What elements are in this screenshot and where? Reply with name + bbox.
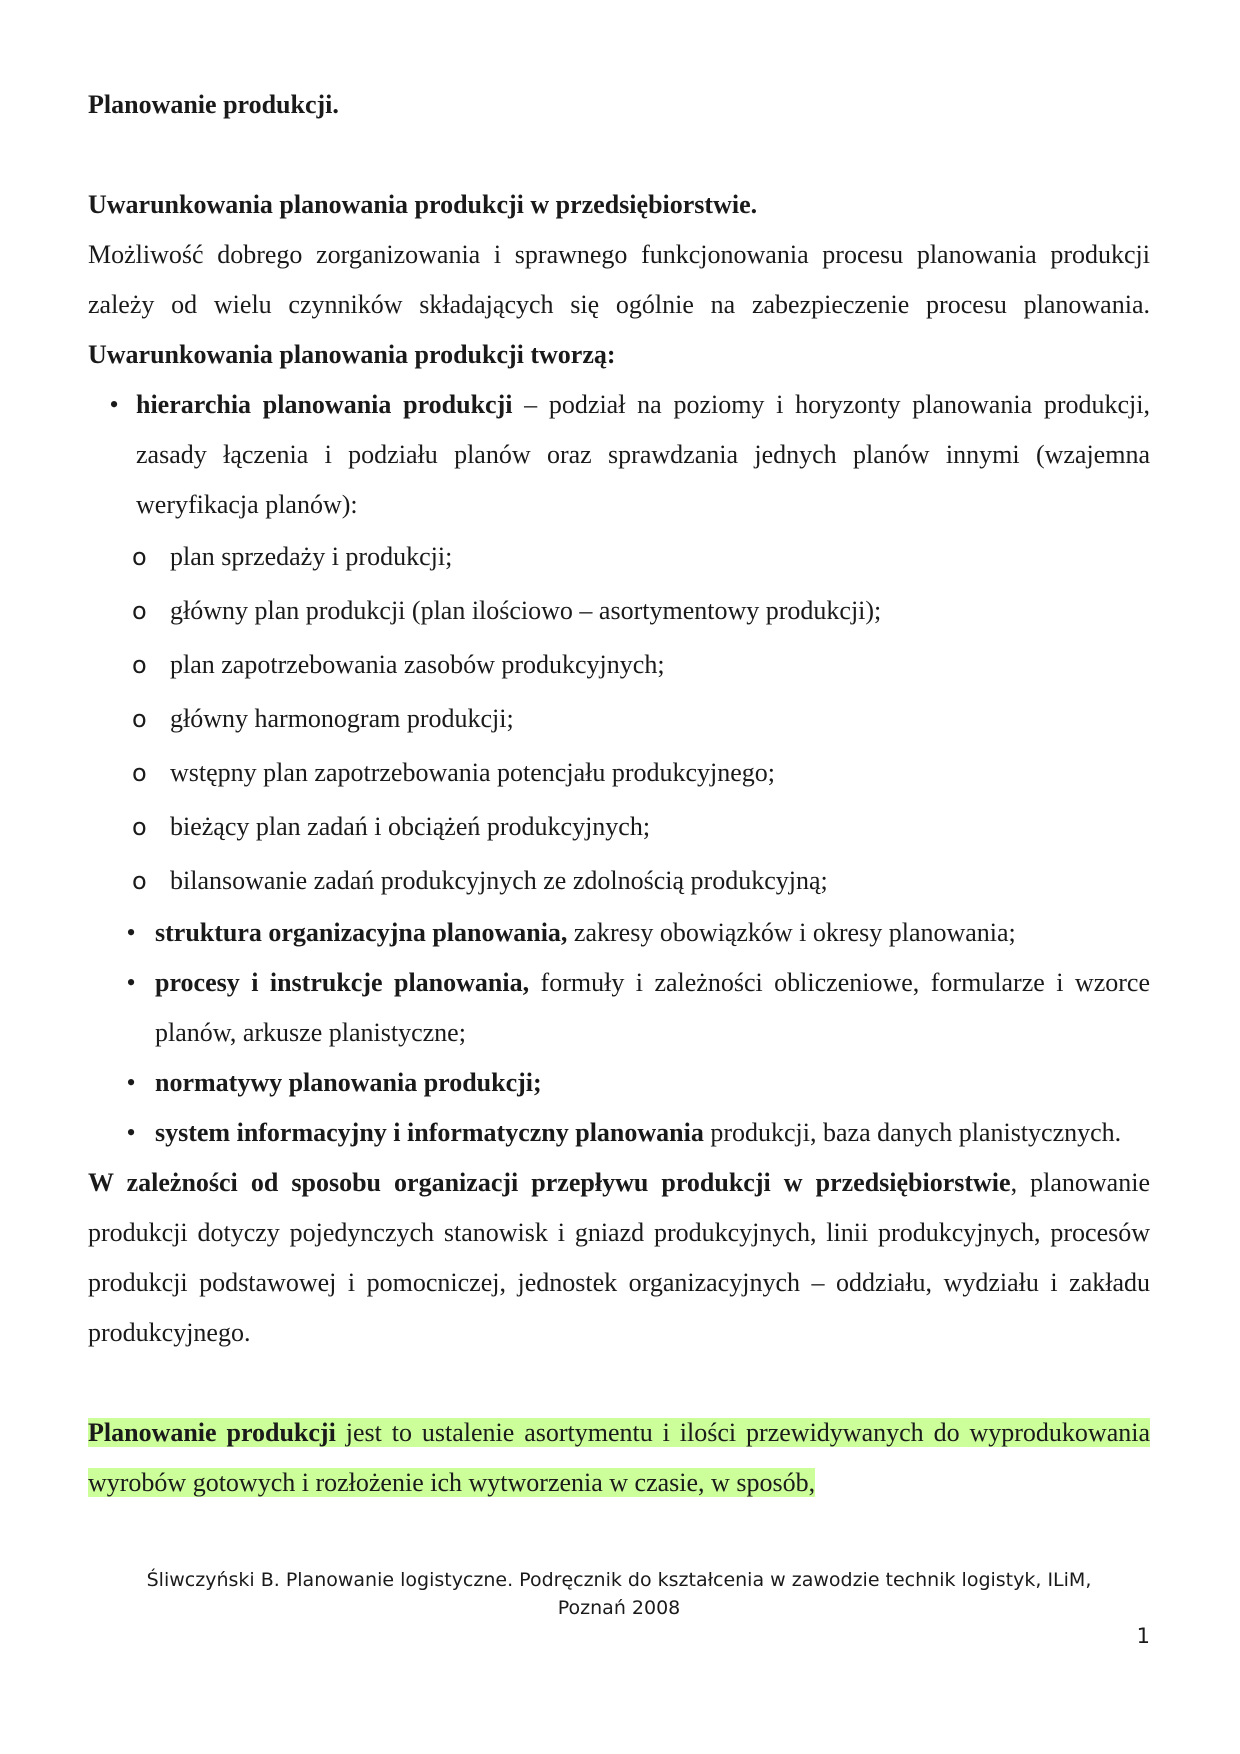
intro-bold: Uwarunkowania planowania produkcji tworzą: (88, 340, 616, 369)
sublist-item (88, 746, 1150, 800)
sublist-item-text: główny harmonogram produkcji; (170, 704, 514, 733)
definition-text: jest to ustalenie asortymentu i ilości przewidywanych do wyprodukowania wyrobów gotowych i rozłożenie ich wytworzenia w czasie, w sposób, (88, 1418, 1150, 1497)
circle-bullet-icon: o (132, 705, 147, 733)
page-number: 1 (1136, 1624, 1150, 1648)
conditions-list (88, 380, 1150, 530)
list-item-bold: procesy i instrukcje planowania, (155, 968, 530, 997)
sublist-item-text: wstępny plan zapotrzebowania potencjału produkcyjnego; (170, 758, 776, 787)
definition-term: Planowanie produkcji (88, 1418, 336, 1447)
circle-bullet-icon: o (132, 759, 147, 787)
spacer (88, 130, 1150, 180)
sublist-item-text: plan sprzedaży i produkcji; (170, 542, 453, 571)
paragraph-bold: W zależności od sposobu organizacji przepływu produkcji w przedsiębiorstwie (88, 1168, 1011, 1197)
footnote-line-1: Śliwczyński B. Planowanie logistyczne. Podręcznik do kształcenia w zawodzie technik logistyk, ILiM, (146, 1569, 1092, 1591)
intro-text: Możliwość dobrego zorganizowania i sprawnego funkcjonowania procesu planowania produkcji zależy od wielu czynników składających się ogólnie na zabezpieczenie procesu planowania. (88, 240, 1150, 319)
list-item-text: – podział na poziomy i horyzonty planowania produkcji, zasady łączenia i podziału planów oraz sprawdzania jednych planów innymi (wzajemna weryfikacja planów): (136, 390, 1150, 519)
sublist-item (88, 854, 1150, 908)
sublist-item (88, 800, 1150, 854)
sublist-item-text: plan zapotrzebowania zasobów produkcyjnych; (170, 650, 665, 679)
document-title: Planowanie produkcji. (88, 90, 339, 119)
conditions-list-continued (88, 908, 1150, 1158)
list-item-text: produkcji, baza danych planistycznych. (703, 1118, 1122, 1147)
flow-organization-paragraph (88, 1158, 1150, 1358)
list-item (88, 908, 1150, 958)
sublist-item-text: bieżący plan zadań i obciążeń produkcyjnych; (170, 812, 651, 841)
circle-bullet-icon: o (132, 813, 147, 841)
list-item (88, 1058, 1150, 1108)
list-item-bold: hierarchia planowania produkcji (136, 390, 513, 419)
footnote (88, 1566, 1150, 1622)
sublist-item (88, 530, 1150, 584)
list-item-bold: system informacyjny i informatyczny planowania (155, 1118, 704, 1147)
planning-hierarchy-sublist (88, 530, 1150, 908)
bullet-icon: • (109, 390, 119, 419)
section-heading: Uwarunkowania planowania produkcji w przedsiębiorstwie. (88, 190, 758, 219)
intro-paragraph (88, 230, 1150, 380)
sublist-item (88, 584, 1150, 638)
list-item-bold: struktura organizacyjna planowania, (155, 918, 568, 947)
list-item (88, 380, 1150, 530)
circle-bullet-icon: o (132, 543, 147, 571)
bullet-icon: • (126, 918, 136, 947)
highlighted-text (88, 1418, 1150, 1497)
list-item-text: formuły i zależności obliczeniowe, formularze i wzorce planów, arkusze planistyczne; (155, 968, 1150, 1047)
list-item-text: zakresy obowiązków i okresy planowania; (567, 918, 1016, 947)
paragraph-text: , planowanie produkcji dotyczy pojedynczych stanowisk i gniazd produkcyjnych, linii produkcyjnych, procesów produkcji podstawowej i pomocniczej, jednostek organizacyjnych – oddziału, wydziału i zakładu produkcyjnego. (88, 1168, 1150, 1347)
sublist-item-text: bilansowanie zadań produkcyjnych ze zdolnością produkcyjną; (170, 866, 828, 895)
bullet-icon: • (126, 1068, 136, 1097)
definition-paragraph (88, 1408, 1150, 1508)
circle-bullet-icon: o (132, 597, 147, 625)
list-item (88, 1108, 1150, 1158)
circle-bullet-icon: o (132, 867, 147, 895)
footnote-line-2: Poznań 2008 (557, 1597, 681, 1619)
bullet-icon: • (126, 1118, 136, 1147)
circle-bullet-icon: o (132, 651, 147, 679)
spacer (88, 1358, 1150, 1408)
sublist-item-text: główny plan produkcji (plan ilościowo – asortymentowy produkcji); (170, 596, 882, 625)
bullet-icon: • (126, 968, 136, 997)
list-item-bold: normatywy planowania produkcji; (155, 1068, 542, 1097)
document-page (88, 80, 1150, 1508)
sublist-item (88, 692, 1150, 746)
sublist-item (88, 638, 1150, 692)
list-item (88, 958, 1150, 1058)
